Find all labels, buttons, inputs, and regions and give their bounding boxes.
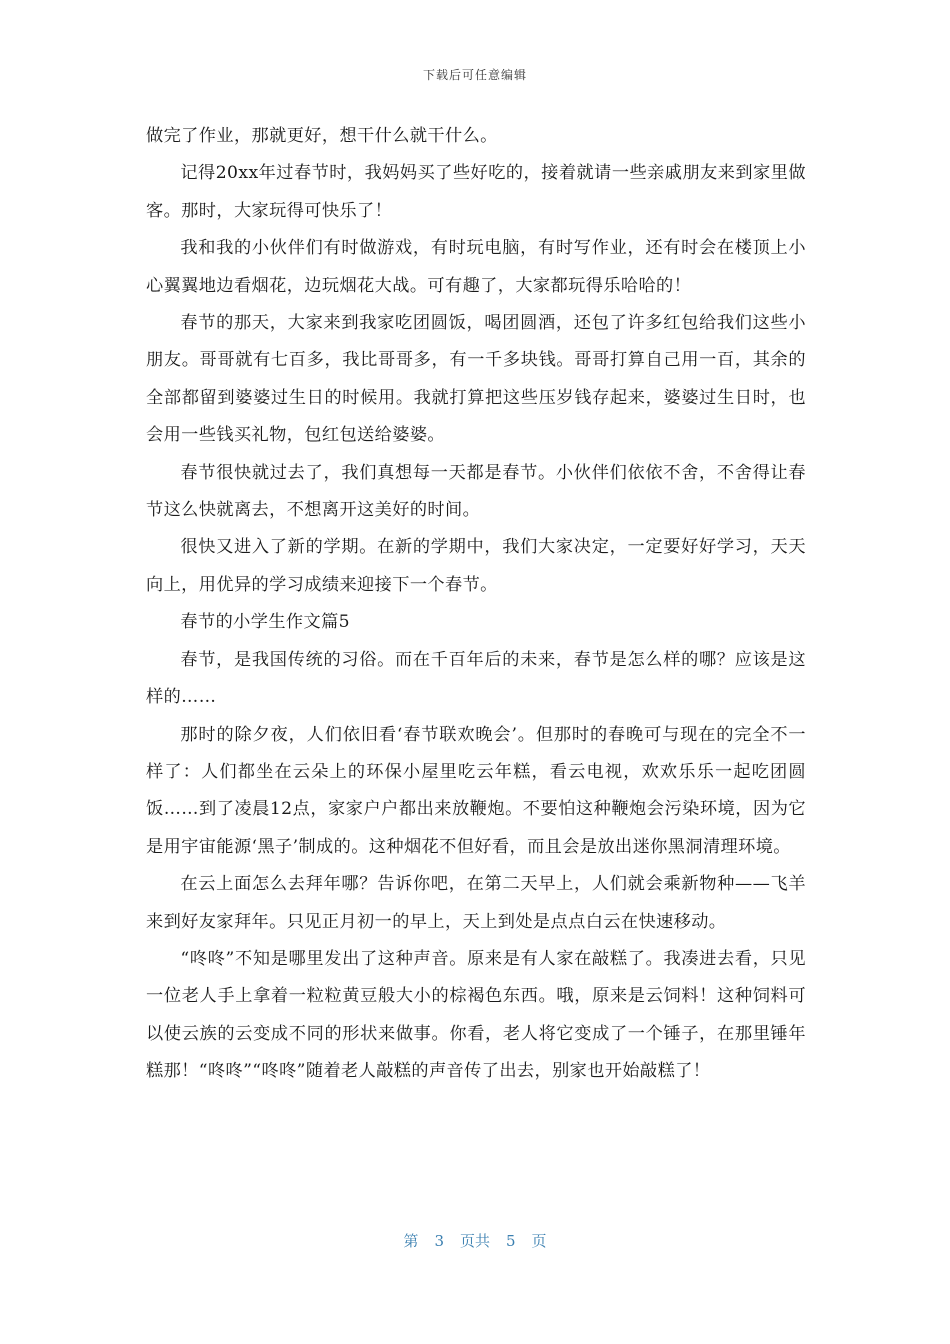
paragraph-9: 在云上面怎么去拜年哪？告诉你吧，在第二天早上，人们就会乘新物种——飞羊来到好友家拜年。只见正月初一的早上，天上到处是点点白云在快速移动。 bbox=[146, 874, 806, 932]
footer-total-pages: 5 bbox=[506, 1232, 516, 1250]
paragraph-2: 记得20xx年过春节时，我妈妈买了些好吃的，接着就请一些亲戚朋友来到家里做客。那时，大家玩得可快乐了！ bbox=[146, 163, 806, 221]
paragraph-6: 很快又进入了新的学期。在新的学期中，我们大家决定，一定要好好学习，天天向上，用优异的学习成绩来迎接下一个春节。 bbox=[146, 537, 806, 595]
footer-middle: 页共 bbox=[459, 1232, 490, 1250]
paragraph-5: 春节很快就过去了，我们真想每一天都是春节。小伙伴们依依不舍，不舍得让春节这么快就离去，不想离开这美好的时间。 bbox=[146, 462, 806, 521]
page-footer bbox=[0, 1230, 950, 1251]
footer-current-page: 3 bbox=[434, 1232, 444, 1250]
page-header: 下载后可任意编辑 bbox=[422, 68, 527, 82]
article-body bbox=[146, 118, 806, 1091]
paragraph-3: 我和我的小伙伴们有时做游戏，有时玩电脑，有时写作业，还有时会在楼顶上小心翼翼地边看烟花，边玩烟花大战。可有趣了，大家都玩得乐哈哈的！ bbox=[146, 238, 806, 296]
section-heading: 春节的小学生作文篇5 bbox=[180, 612, 351, 633]
paragraph-8: 那时的除夕夜，人们依旧看‘春节联欢晚会’。但那时的春晚可与现在的完全不一样了：人们都坐在云朵上的环保小屋里吃云年糕，看云电视，欢欢乐乐一起吃团圆饭……到了凌晨12点，家家户户都出来放鞭炮。不要怕这种鞭炮会污染环境，因为它是用宇宙能源‘黑子’制成的。这种烟花不但好看，而且会是放出迷你黑洞清理环境。 bbox=[146, 724, 806, 857]
paragraph-10: “咚咚”不知是哪里发出了这种声音。原来是有人家在敲糕了。我凑进去看，只见一位老人手上拿着一粒粒黄豆般大小的棕褐色东西。哦，原来是云饲料！这种饲料可以使云族的云变成不同的形状来做事。你看，老人将它变成了一个锤子，在那里锤年糕那！“咚咚”“咚咚”随着老人敲糕的声音传了出去，别家也开始敲糕了！ bbox=[146, 948, 806, 1082]
paragraph-1: 做完了作业，那就更好，想干什么就干什么。 bbox=[146, 126, 498, 146]
paragraph-7: 春节，是我国传统的习俗。而在千百年后的未来，春节是怎么样的哪？应该是这样的…… bbox=[146, 649, 806, 708]
paragraph-4: 春节的那天，大家来到我家吃团圆饭，喝团圆酒，还包了许多红包给我们这些小朋友。哥哥就有七百多，我比哥哥多，有一千多块钱。哥哥打算自己用一百，其余的全部都留到婆婆过生日的时候用。我就打算把这些压岁钱存起来，婆婆过生日时，也会用一些钱买礼物，包红包送给婆婆。 bbox=[146, 313, 806, 446]
footer-prefix: 第 bbox=[403, 1232, 419, 1250]
footer-suffix: 页 bbox=[531, 1232, 547, 1250]
